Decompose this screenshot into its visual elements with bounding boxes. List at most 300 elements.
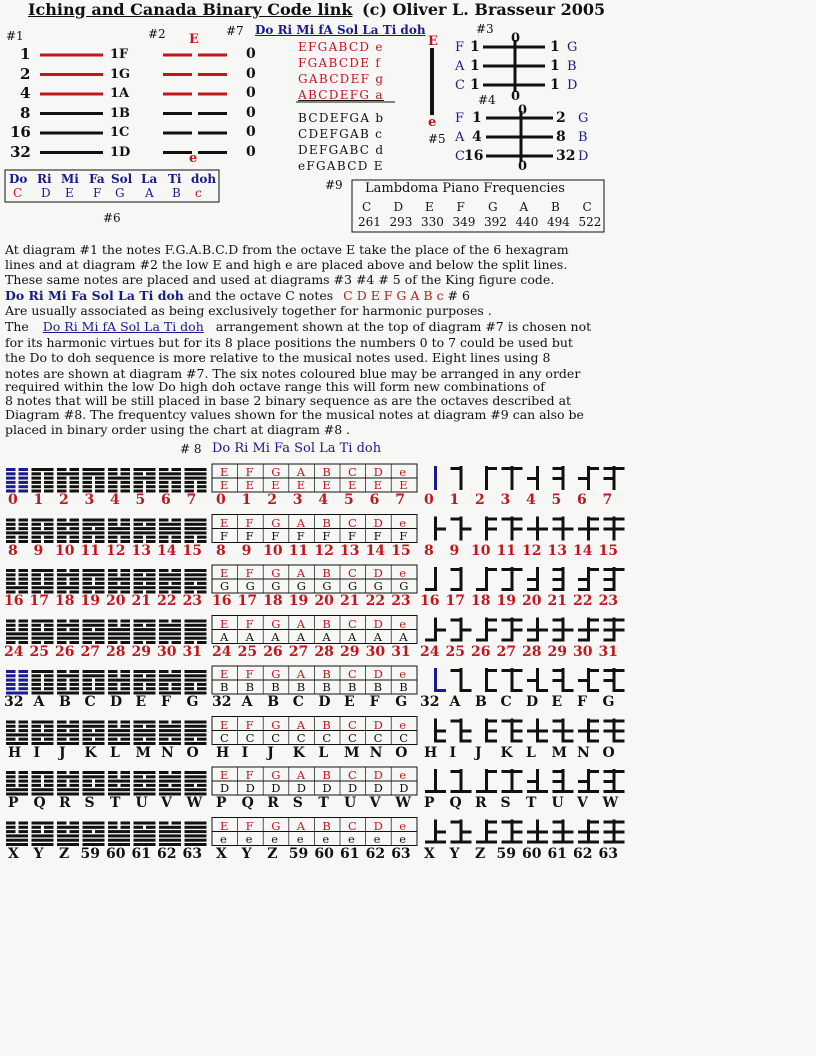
king-arm-right xyxy=(615,821,625,824)
table-top-note: B xyxy=(322,465,331,479)
hexagram-label: E xyxy=(135,694,147,710)
table-top-note: D xyxy=(373,515,383,530)
hexagram-broken xyxy=(159,683,169,686)
table-label: 60 xyxy=(314,845,334,862)
table-row-note: C xyxy=(322,730,332,745)
hexagram-broken xyxy=(146,624,156,627)
hexagram-broken xyxy=(6,725,16,728)
solfege-note: B xyxy=(172,186,181,200)
hexagram-label: 0 xyxy=(8,492,18,508)
king-arm-right xyxy=(589,669,599,672)
hexagram-label: 1 xyxy=(33,492,44,508)
text-line-9: notes are shown at diagram #7. The six notes coloured blue may be arranged in any order xyxy=(5,366,581,381)
hexagram-broken xyxy=(121,472,131,475)
hexagram-solid xyxy=(185,519,207,522)
hexagram-solid xyxy=(159,573,181,576)
diagram3-note: C xyxy=(455,78,465,93)
table-label: X xyxy=(216,845,227,862)
king-arm-right xyxy=(462,730,472,733)
hexagram-solid xyxy=(134,477,156,480)
diagram2-zero: 0 xyxy=(246,143,256,160)
king-arm-right xyxy=(615,790,625,793)
hexagram-label: I xyxy=(33,744,41,761)
table-row-note: G xyxy=(399,579,409,593)
king-label: K xyxy=(500,744,513,761)
king-arm-right xyxy=(589,629,599,632)
table-row-note: D xyxy=(348,781,358,795)
hexagram-broken xyxy=(6,670,16,673)
king-arm-right xyxy=(589,730,599,733)
diagram4-left: 1 xyxy=(472,110,482,126)
table-top-note: E xyxy=(220,616,229,631)
hexagram-broken xyxy=(121,485,131,488)
hexagram-solid xyxy=(159,578,181,581)
king-arm-left xyxy=(578,629,588,632)
king-arm-right xyxy=(538,730,548,733)
king-arm-left xyxy=(451,588,461,591)
hexagram-broken xyxy=(134,674,144,677)
table-label: 13 xyxy=(340,542,360,559)
hexagram-broken xyxy=(57,738,67,741)
hexagram-label: 26 xyxy=(55,643,75,660)
hexagram-solid xyxy=(185,834,207,837)
hexagram-broken xyxy=(83,679,93,682)
table-row-note: G xyxy=(348,579,358,593)
diagram2-top-note: E xyxy=(189,32,199,47)
king-label: 4 xyxy=(526,492,536,508)
hexagram-broken xyxy=(108,485,118,488)
hexagram-broken xyxy=(32,477,42,480)
table-label: M xyxy=(344,744,360,761)
hexagram-solid xyxy=(83,632,105,635)
diagram3-left: 1 xyxy=(470,77,480,93)
hexagram-broken xyxy=(172,569,182,572)
king-arm-right xyxy=(615,518,625,521)
table-label: 5 xyxy=(344,492,354,508)
table-top-note: G xyxy=(271,667,281,681)
table-top-note: C xyxy=(348,616,357,631)
table-label: 6 xyxy=(369,492,380,508)
table-label: 15 xyxy=(391,542,411,559)
hexagram-broken xyxy=(57,628,67,631)
table-top-note: F xyxy=(245,768,254,782)
table-top-note: D xyxy=(373,768,383,782)
table-top-note: E xyxy=(220,566,229,580)
hexagram-broken xyxy=(44,527,54,530)
king-arm-left xyxy=(604,639,614,642)
hexagram-broken xyxy=(121,738,131,741)
diagram7-label: #7 xyxy=(226,24,244,38)
hexagram-label: 30 xyxy=(157,643,177,660)
hexagram-broken xyxy=(83,628,93,631)
diagram4-note: F xyxy=(455,111,465,126)
hexagram-solid xyxy=(185,586,207,589)
hexagram-broken xyxy=(70,578,80,581)
hexagram-broken xyxy=(44,687,54,690)
hexagram-solid xyxy=(6,531,28,534)
diagram1-lines xyxy=(40,55,103,153)
king-arm-right xyxy=(513,669,523,672)
table-label: 2 xyxy=(267,492,277,508)
king-arm-left xyxy=(553,669,563,672)
hexagram-label: 3 xyxy=(84,492,95,508)
hexagram-broken xyxy=(121,624,131,627)
table-row-note: e xyxy=(373,831,381,846)
king-arm-right xyxy=(538,831,548,834)
hexagram-broken xyxy=(95,536,105,539)
table-label: 63 xyxy=(391,845,411,862)
king-arm-right xyxy=(513,720,523,723)
king-spine xyxy=(434,769,437,793)
hexagram-broken xyxy=(70,536,80,539)
hexagram-broken xyxy=(19,687,29,690)
table-row-note: B xyxy=(220,680,229,694)
hexagram-solid xyxy=(185,578,207,581)
diagram3-left: 1 xyxy=(470,58,480,74)
hexagram-label: 11 xyxy=(80,542,100,559)
king-arm-right xyxy=(487,689,497,692)
hexagram-broken xyxy=(70,519,80,522)
hexagram-label: V xyxy=(161,795,172,811)
hexagram-broken xyxy=(44,624,54,627)
hexagram-broken xyxy=(57,582,67,585)
king-arm-left xyxy=(553,528,563,531)
table-row-note: E xyxy=(322,478,331,492)
hexagram-broken xyxy=(134,683,144,686)
hexagram-broken xyxy=(44,674,54,677)
hexagram-solid xyxy=(185,788,207,791)
hexagram-solid xyxy=(185,527,207,530)
table-label: I xyxy=(241,744,249,761)
table-top-note: A xyxy=(296,465,306,479)
hexagram-label: Z xyxy=(59,845,70,862)
table-row-note: C xyxy=(220,730,229,745)
diagram1-note: 1C xyxy=(110,125,130,140)
diagram7-row: ABCDEFG a xyxy=(298,88,384,102)
hexagram-broken xyxy=(19,578,29,581)
king-arm-left xyxy=(502,720,512,723)
copyright: (c) Oliver L. Brasseur 2005 xyxy=(362,0,606,19)
hexagram-solid xyxy=(57,531,79,534)
hexagram-broken xyxy=(146,536,156,539)
hexagram-broken xyxy=(95,485,105,488)
hexagram-label: H xyxy=(8,744,22,761)
hexagram-broken xyxy=(185,485,195,488)
hexagram-solid xyxy=(83,826,105,829)
king-arm-left xyxy=(604,578,614,581)
table-row-note: F xyxy=(220,528,228,543)
hexagram-broken xyxy=(108,738,118,741)
hexagram-solid xyxy=(134,578,156,581)
hexagram-broken xyxy=(172,481,182,484)
hexagram-broken xyxy=(146,738,156,741)
hexagram-broken xyxy=(19,771,29,774)
king-figure-4 xyxy=(486,111,553,162)
hexagram-label: 6 xyxy=(161,492,171,508)
king-arm-right xyxy=(462,528,472,531)
hexagram-label: D xyxy=(110,694,123,710)
hexagram-solid xyxy=(108,578,130,581)
hexagram-label: L xyxy=(110,744,120,761)
hexagram-broken xyxy=(108,721,118,724)
text-line-6 xyxy=(5,319,591,335)
king-arm-left xyxy=(578,730,588,733)
table-row-note: E xyxy=(373,478,382,492)
hexagram-broken xyxy=(134,826,144,829)
king-label: 16 xyxy=(420,593,440,609)
hexagram-label: K xyxy=(84,744,97,761)
king-arm-right xyxy=(462,841,472,844)
hexagram-broken xyxy=(44,780,54,783)
hexagram-broken xyxy=(32,674,42,677)
king-arm-left xyxy=(604,790,614,793)
solfege-name: Mi xyxy=(61,172,79,186)
table-label: 31 xyxy=(391,643,411,660)
diagram7-header: Do Ri Mi fA Sol La Ti doh xyxy=(255,23,426,37)
king-arm-left xyxy=(604,730,614,733)
king-arm-right xyxy=(615,619,625,622)
hexagram-solid xyxy=(134,834,156,837)
hexagram-broken xyxy=(172,519,182,522)
hexagram-broken xyxy=(108,468,118,471)
king-arm-right xyxy=(436,730,446,733)
hexagram-broken xyxy=(121,826,131,829)
king-arm-left xyxy=(476,639,486,642)
diagram8-header: Do Ri Mi Fa Sol La Ti doh xyxy=(212,441,382,456)
hexagram-broken xyxy=(121,721,131,724)
solfege-note: E xyxy=(65,186,74,200)
hexagram-broken xyxy=(32,729,42,732)
hexagram-broken xyxy=(70,822,80,825)
table-row-note: C xyxy=(348,730,357,745)
solfege-name: Ri xyxy=(37,172,52,186)
hexagram-label: 31 xyxy=(182,643,202,660)
hexagram-solid xyxy=(108,527,130,530)
king-arm-left xyxy=(451,790,461,793)
king-arm-left xyxy=(527,477,537,480)
table-top-note: E xyxy=(220,515,229,530)
hexagram-broken xyxy=(121,468,131,471)
king-arm-right xyxy=(538,528,548,531)
hexagram-solid xyxy=(134,679,156,682)
hexagram-solid xyxy=(57,472,79,475)
hexagram-broken xyxy=(121,519,131,522)
hexagram-label: 24 xyxy=(4,643,24,660)
king-arm-right xyxy=(615,528,625,531)
solfege-note: A xyxy=(145,186,154,200)
diagram3-note: A xyxy=(455,59,465,74)
hexagram-broken xyxy=(159,822,169,825)
hexagram-broken xyxy=(159,784,169,787)
king-arm-right xyxy=(615,467,625,470)
hexagram-solid xyxy=(134,620,156,623)
king-arm-left xyxy=(604,841,614,844)
table-top-note: G xyxy=(271,768,281,782)
king-arm-left xyxy=(604,518,614,521)
hexagram-broken xyxy=(6,771,16,774)
text-solfege: Do Ri Mi Fa Sol La Ti doh xyxy=(5,288,184,303)
table-top-note: D xyxy=(373,667,383,681)
hexagram-broken xyxy=(108,624,118,627)
hexagram-broken xyxy=(159,485,169,488)
hexagram-broken xyxy=(159,569,169,572)
hexagram-solid xyxy=(83,468,105,471)
hexagram-broken xyxy=(6,822,16,825)
hexagram-solid xyxy=(6,839,28,842)
king-arm-left xyxy=(553,821,563,824)
hexagram-solid xyxy=(185,632,207,635)
hexagram-broken xyxy=(44,490,54,493)
diagram1-note: 1B xyxy=(110,105,131,121)
table-row-note: D xyxy=(322,781,332,795)
hexagram-solid xyxy=(32,822,54,825)
hexagram-solid xyxy=(185,468,207,471)
hexagram-broken xyxy=(134,624,144,627)
hexagram-broken xyxy=(108,683,118,686)
hexagram-solid xyxy=(57,523,79,526)
table-row-note: C xyxy=(296,730,306,745)
diagram2-bottom-note: e xyxy=(189,151,198,166)
hexagram-broken xyxy=(32,830,42,833)
hexagram-solid xyxy=(83,771,105,774)
hexagram-solid xyxy=(185,826,207,829)
hexagram-broken xyxy=(19,729,29,732)
hexagram-label: 7 xyxy=(186,492,197,508)
king-label: W xyxy=(602,795,619,811)
hexagram-solid xyxy=(159,674,181,677)
hexagram-solid xyxy=(185,624,207,627)
king-label: 1 xyxy=(449,492,460,508)
hexagram-solid xyxy=(159,788,181,791)
king-arm-right xyxy=(564,689,574,692)
text-the: The xyxy=(5,319,29,334)
table-label: 20 xyxy=(314,593,334,609)
hexagram-broken xyxy=(83,477,93,480)
table-label: E xyxy=(344,694,355,710)
king-label: 27 xyxy=(496,643,516,660)
king-arm-right xyxy=(589,467,599,470)
hexagram-broken xyxy=(159,468,169,471)
hexagram-broken xyxy=(19,822,29,825)
hexagram-broken xyxy=(121,670,131,673)
table-label: Y xyxy=(241,845,252,862)
king-arm-left xyxy=(553,467,563,470)
hexagram-broken xyxy=(57,683,67,686)
king-arm-left xyxy=(451,619,461,622)
table-top-note: G xyxy=(271,818,281,833)
diagram3-right-note: G xyxy=(567,40,578,55)
king-arm-left xyxy=(527,831,537,834)
table-label: P xyxy=(216,795,227,811)
hexagram-broken xyxy=(19,628,29,631)
table-label: S xyxy=(292,795,303,811)
king-arm-left xyxy=(476,790,486,793)
hexagram-broken xyxy=(6,620,16,623)
hexagram-broken xyxy=(172,536,182,539)
hexagram-solid xyxy=(83,573,105,576)
hexagram-broken xyxy=(6,569,16,572)
hexagram-label: 18 xyxy=(55,593,75,609)
hexagram-broken xyxy=(108,582,118,585)
hexagram-label: B xyxy=(59,694,71,710)
table-row-note: E xyxy=(271,478,280,492)
hexagram-label: 8 xyxy=(8,542,18,559)
diagram1-value: 1 xyxy=(20,45,31,63)
king-arm-left xyxy=(578,528,588,531)
frequency-value: 440 xyxy=(515,215,539,229)
king-arm-right xyxy=(462,790,472,793)
king-arm-left xyxy=(553,619,563,622)
hexagram-broken xyxy=(57,485,67,488)
hexagram-broken xyxy=(19,477,29,480)
hexagram-broken xyxy=(70,670,80,673)
hexagram-solid xyxy=(32,771,54,774)
hexagram-solid xyxy=(108,788,130,791)
hexagram-broken xyxy=(159,721,169,724)
table-label: 28 xyxy=(314,643,334,660)
king-arm-right xyxy=(487,720,497,723)
diagram4-right: 32 xyxy=(556,148,576,164)
hexagram-broken xyxy=(6,481,16,484)
hexagram-broken xyxy=(6,523,16,526)
hexagram-solid xyxy=(185,674,207,677)
hexagram-broken xyxy=(6,468,16,471)
hexagram-solid xyxy=(32,788,54,791)
hexagram-broken xyxy=(44,582,54,585)
diagram7-row: CDEFGAB c xyxy=(298,127,384,141)
table-row-note: G xyxy=(271,579,281,593)
hexagram-broken xyxy=(121,725,131,728)
hexagram-broken xyxy=(70,771,80,774)
king-arm-left xyxy=(425,790,435,793)
hexagram-broken xyxy=(121,784,131,787)
hexagram-solid xyxy=(134,788,156,791)
hexagram-solid xyxy=(185,725,207,728)
table-label: 59 xyxy=(288,845,309,862)
king-label: 60 xyxy=(522,845,542,862)
hexagram-broken xyxy=(44,725,54,728)
king-arm-right xyxy=(589,790,599,793)
hexagram-broken xyxy=(95,679,105,682)
hexagram-solid xyxy=(134,531,156,534)
hexagram-solid xyxy=(83,725,105,728)
king-label: 61 xyxy=(547,845,567,862)
king-arm-right xyxy=(487,841,497,844)
king-arm-right xyxy=(487,740,497,743)
table-label: Z xyxy=(267,845,278,862)
hexagram-broken xyxy=(19,775,29,778)
hexagram-broken xyxy=(108,573,118,576)
hexagram-broken xyxy=(159,536,169,539)
hexagram-broken xyxy=(172,468,182,471)
king-arm-right xyxy=(615,831,625,834)
hexagram-label: Q xyxy=(33,795,46,811)
king-label: L xyxy=(526,744,536,761)
table-label: C xyxy=(292,694,304,710)
king-arm-right xyxy=(487,629,497,632)
king-label: 11 xyxy=(496,542,516,559)
hexagram-solid xyxy=(185,569,207,572)
hexagram-broken xyxy=(172,582,182,585)
hexagram-solid xyxy=(185,523,207,526)
hexagram-broken xyxy=(108,536,118,539)
king-arm-right xyxy=(487,770,497,773)
hexagram-solid xyxy=(159,839,181,842)
table-row-note: A xyxy=(348,629,357,644)
hexagram-broken xyxy=(44,738,54,741)
king-arm-left xyxy=(502,790,512,793)
hexagram-broken xyxy=(159,519,169,522)
